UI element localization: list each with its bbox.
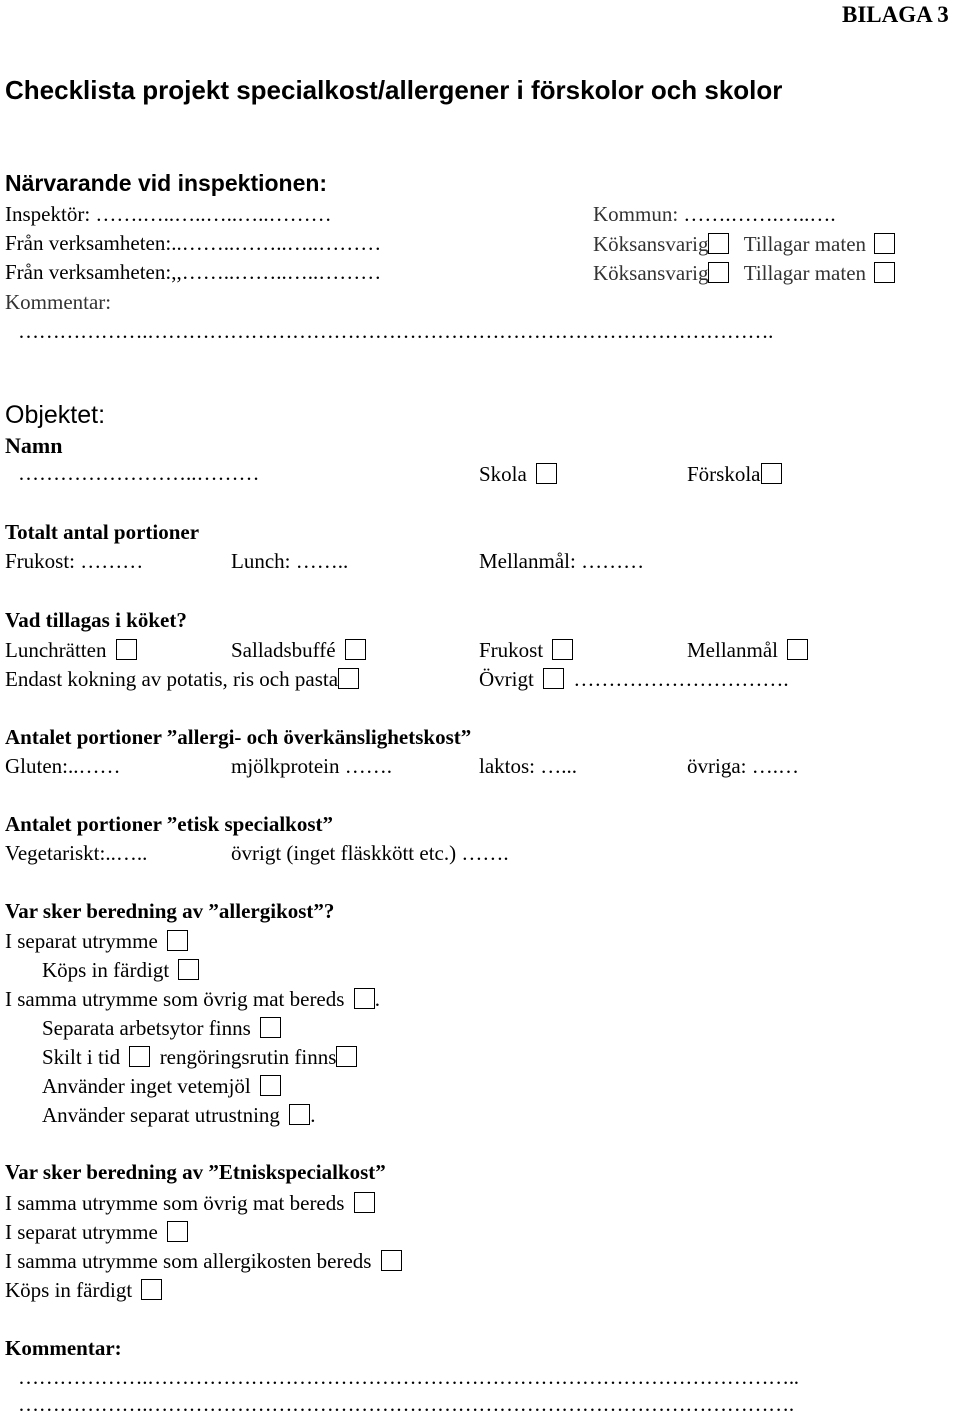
other-dish-label: Övrigt (479, 667, 534, 691)
only-boiling-option (5, 668, 359, 690)
other-dish-checkbox[interactable] (543, 668, 564, 689)
ethnic-same-room-checkbox[interactable] (354, 1192, 375, 1213)
no-wheat-flour-label: Använder inget vetemjöl (42, 1074, 251, 1098)
lactose-field[interactable]: …... (540, 754, 577, 778)
lactose-label: laktos: (479, 754, 535, 778)
snack-field[interactable]: ……… (581, 549, 645, 573)
gluten-label: Gluten:.. (5, 754, 79, 778)
only-boiling-label: Endast kokning av potatis, ris och pasta (5, 667, 339, 691)
salad-buffet-option (231, 639, 366, 661)
snack-option (687, 639, 808, 661)
lunch-portions (231, 551, 348, 572)
separate-time-label: Skilt i tid (42, 1045, 121, 1069)
other-dish-option (479, 668, 789, 690)
separate-equipment-checkbox[interactable] (289, 1104, 310, 1125)
lunch-dish-option (5, 639, 137, 661)
kitchen-manager-checkbox-1[interactable] (708, 233, 729, 254)
cooks-food-label: Tillagar maten (743, 261, 867, 285)
lunch-dish-label: Lunchrätten (5, 638, 107, 662)
lunch-field[interactable]: …….. (295, 549, 349, 573)
ethnic-bought-ready-label: Köps in färdigt (5, 1278, 133, 1302)
separate-room-option (5, 930, 188, 952)
same-room-option (5, 988, 380, 1010)
milk-protein-row (231, 756, 392, 777)
milk-protein-label: mjölkprotein (231, 754, 340, 778)
annex-label: BILAGA 3 (842, 2, 949, 27)
separate-time-checkbox[interactable] (129, 1046, 150, 1067)
rep1-roles (593, 233, 895, 255)
separate-equipment-option (42, 1104, 315, 1126)
no-wheat-flour-checkbox[interactable] (260, 1075, 281, 1096)
inspector-label: Inspektör: (5, 202, 96, 226)
cleaning-routine-checkbox[interactable] (336, 1046, 357, 1067)
municipality-row (593, 204, 836, 225)
ethnic-separate-room-option (5, 1221, 188, 1243)
present-heading: Närvarande vid inspektionen: (5, 170, 328, 196)
same-room-period: . (374, 987, 380, 1011)
bought-ready-option (42, 959, 199, 981)
same-room-label: I samma utrymme som övrig mat bereds (5, 987, 345, 1011)
ethnic-bought-ready-option (5, 1279, 162, 1301)
separate-room-label: I separat utrymme (5, 929, 158, 953)
breakfast-label: Frukost: (5, 549, 76, 573)
other-ethic-field[interactable]: ……. (461, 841, 509, 865)
other-ethic-row (231, 843, 509, 864)
ethnic-with-allergy-checkbox[interactable] (381, 1250, 402, 1271)
snack-portions (479, 551, 644, 572)
preschool-label: Förskola (687, 462, 761, 486)
municipality-label: Kommun: (593, 202, 684, 226)
breakfast-option (479, 639, 573, 661)
breakfast-field[interactable]: ……… (80, 549, 144, 573)
ethnic-with-allergy-option (5, 1250, 402, 1272)
final-comment-line-1[interactable]: ……………….………………………………………………………………………………….. (18, 1365, 799, 1389)
lunch-label: Lunch: (231, 549, 291, 573)
rep2-label: Från verksamheten:,, (5, 260, 182, 284)
breakfast-portions (5, 551, 143, 572)
no-wheat-flour-option (42, 1075, 281, 1097)
separate-surfaces-checkbox[interactable] (260, 1017, 281, 1038)
name-label: Namn (5, 433, 63, 458)
ethnic-same-room-option (5, 1192, 375, 1214)
vegetarian-label: Vegetariskt: (5, 841, 106, 865)
separate-equipment-label: Använder separat utrustning (42, 1103, 280, 1127)
preschool-checkbox[interactable] (761, 463, 782, 484)
ethnic-separate-room-checkbox[interactable] (167, 1221, 188, 1242)
cooks-food-label: Tillagar maten (743, 232, 867, 256)
cooks-food-checkbox-2[interactable] (874, 262, 895, 283)
ethic-heading: Antalet portioner ”etisk specialkost” (5, 812, 334, 836)
other-dish-field[interactable]: …………………………. (573, 667, 789, 691)
final-comment-line-2[interactable]: ……………….…………………………………………………………………………………. (18, 1392, 794, 1416)
rep1-row (5, 233, 381, 254)
rep1-field[interactable]: ……..……..…..……… (181, 231, 382, 255)
school-option (479, 463, 557, 485)
salad-buffet-checkbox[interactable] (345, 639, 366, 660)
vegetarian-row (5, 843, 147, 864)
separate-time-option (42, 1046, 357, 1068)
breakfast-checkbox[interactable] (552, 639, 573, 660)
snack-option-label: Mellanmål (687, 638, 778, 662)
preschool-option (687, 463, 782, 485)
snack-checkbox[interactable] (787, 639, 808, 660)
portions-heading: Totalt antal portioner (5, 520, 200, 544)
kitchen-manager-label: Köksansvarig (593, 261, 709, 285)
ethnic-separate-room-label: I separat utrymme (5, 1220, 158, 1244)
final-comment-label: Kommentar: (5, 1336, 122, 1360)
inspector-field[interactable]: …….…..…..…..…..……… (95, 202, 332, 226)
milk-protein-field[interactable]: ……. (344, 754, 392, 778)
breakfast-option-label: Frukost (479, 638, 544, 662)
rep2-roles (593, 262, 895, 284)
salad-buffet-label: Salladsbuffé (231, 638, 336, 662)
page-title: Checklista projekt specialkost/allergener i förskolor och skolor (5, 75, 783, 105)
same-room-checkbox[interactable] (354, 988, 375, 1009)
separate-room-checkbox[interactable] (167, 930, 188, 951)
allergy-prep-heading: Var sker beredning av ”allergikost”? (5, 899, 335, 923)
other-allergy-row (687, 756, 799, 777)
kitchen-heading: Vad tillagas i köket? (5, 608, 187, 632)
vegetarian-field[interactable]: ..….. (105, 841, 148, 865)
bought-ready-label: Köps in färdigt (42, 958, 170, 982)
only-boiling-checkbox[interactable] (338, 668, 359, 689)
municipality-field[interactable]: …….…….…..…. (683, 202, 836, 226)
school-label: Skola (479, 462, 527, 486)
kitchen-manager-checkbox-2[interactable] (708, 262, 729, 283)
rep2-field[interactable]: ……..……..…..……… (181, 260, 382, 284)
inspector-row (5, 204, 332, 225)
ethnic-with-allergy-label: I samma utrymme som allergikosten bereds (5, 1249, 372, 1273)
ethnic-bought-ready-checkbox[interactable] (141, 1279, 162, 1300)
allergy-heading: Antalet portioner ”allergi- och överkänslighetskost” (5, 725, 472, 749)
kitchen-manager-label: Köksansvarig (593, 232, 709, 256)
gluten-field[interactable]: …… (78, 754, 121, 778)
ethnic-prep-heading: Var sker beredning av ”Etniskspecialkost” (5, 1160, 386, 1184)
comment-field[interactable]: ……………….………………………………………………………………………………. (18, 319, 774, 343)
separate-equipment-period: . (310, 1103, 316, 1127)
cooks-food-checkbox-1[interactable] (874, 233, 895, 254)
other-allergy-field[interactable]: ….… (751, 754, 799, 778)
other-allergy-label: övriga: (687, 754, 747, 778)
separate-surfaces-label: Separata arbetsytor finns (42, 1016, 251, 1040)
object-heading: Objektet: (5, 401, 106, 429)
lactose-row (479, 756, 577, 777)
school-checkbox[interactable] (536, 463, 557, 484)
bought-ready-checkbox[interactable] (178, 959, 199, 980)
other-ethic-label: övrigt (inget fläskkött etc.) (231, 841, 457, 865)
separate-surfaces-option (42, 1017, 281, 1039)
cleaning-routine-label: rengöringsrutin finns (159, 1045, 337, 1069)
rep2-row (5, 262, 381, 283)
name-field[interactable]: ……………………..……… (18, 461, 260, 485)
lunch-dish-checkbox[interactable] (116, 639, 137, 660)
comment-label: Kommentar: (5, 290, 112, 314)
rep1-label: Från verksamheten:.. (5, 231, 182, 255)
gluten-row (5, 756, 121, 777)
snack-label: Mellanmål: (479, 549, 576, 573)
ethnic-same-room-label: I samma utrymme som övrig mat bereds (5, 1191, 345, 1215)
